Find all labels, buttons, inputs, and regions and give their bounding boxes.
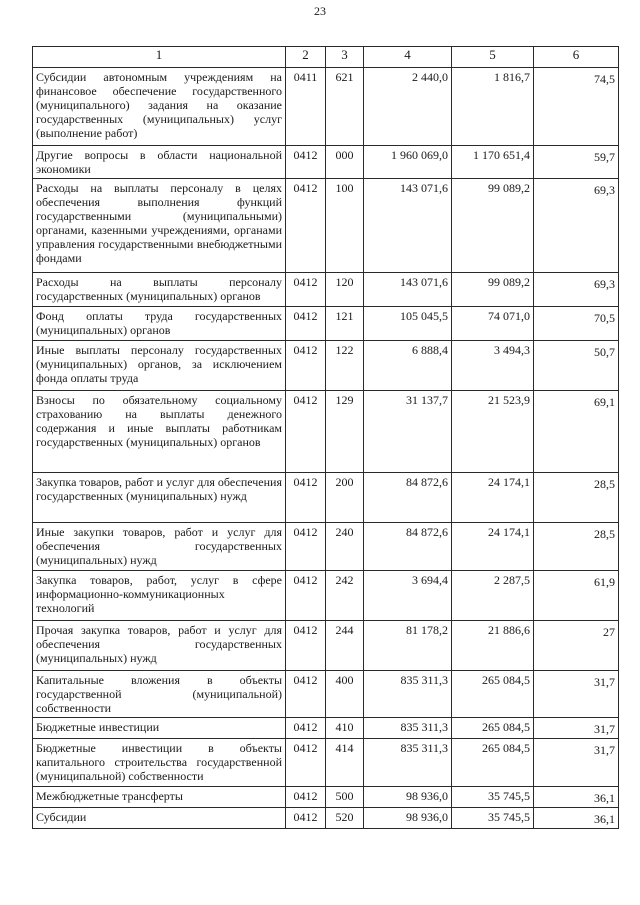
row-section-code: 0412 [286,718,326,739]
row-expense-kind-code: 520 [326,808,364,829]
row-plan-value: 98 936,0 [364,787,452,808]
row-percent-value: 31,7 [534,718,619,739]
row-expense-kind-code: 000 [326,146,364,179]
row-fact-value: 35 745,5 [452,808,534,829]
col-header-2: 2 [286,47,326,68]
row-expense-kind-code: 129 [326,391,364,473]
row-section-code: 0412 [286,341,326,391]
row-name-cell: Другие вопросы в области национальной экономики [33,146,286,179]
row-plan-value: 835 311,3 [364,718,452,739]
row-percent-value: 27 [534,621,619,671]
row-name-cell: Расходы на выплаты персоналу в целях обеспечения выполнения функций государственными (муниципальными) органами, казенными учреждениями, органами управления государственными внебюджетными фондами [33,179,286,273]
row-percent-value: 69,3 [534,273,619,307]
row-fact-value: 1 816,7 [452,68,534,146]
row-expense-kind-code: 242 [326,571,364,621]
table-row [33,523,619,571]
row-fact-value: 99 089,2 [452,273,534,307]
row-name-cell: Закупка товаров, работ и услуг для обеспечения государственных (муниципальных) нужд [33,473,286,523]
row-percent-value: 28,5 [534,473,619,523]
row-fact-value: 35 745,5 [452,787,534,808]
row-fact-value: 1 170 651,4 [452,146,534,179]
row-section-code: 0412 [286,671,326,718]
row-section-code: 0412 [286,391,326,473]
col-header-3: 3 [326,47,364,68]
row-name-cell: Капитальные вложения в объекты государственной (муниципальной) собственности [33,671,286,718]
row-fact-value: 3 494,3 [452,341,534,391]
row-expense-kind-code: 100 [326,179,364,273]
row-plan-value: 835 311,3 [364,739,452,787]
row-plan-value: 84 872,6 [364,523,452,571]
row-name-cell: Иные закупки товаров, работ и услуг для обеспечения государственных (муниципальных) нужд [33,523,286,571]
row-name-cell: Прочая закупка товаров, работ и услуг для обеспечения государственных (муниципальных) нужд [33,621,286,671]
row-fact-value: 2 287,5 [452,571,534,621]
row-percent-value: 69,1 [534,391,619,473]
row-expense-kind-code: 410 [326,718,364,739]
row-percent-value: 59,7 [534,146,619,179]
table-row [33,787,619,808]
table-row [33,179,619,273]
row-expense-kind-code: 244 [326,621,364,671]
row-section-code: 0412 [286,273,326,307]
table-row [33,146,619,179]
row-fact-value: 265 084,5 [452,739,534,787]
page-number: 23 [314,4,326,18]
row-fact-value: 24 174,1 [452,473,534,523]
row-plan-value: 84 872,6 [364,473,452,523]
table-row [33,68,619,146]
row-fact-value: 99 089,2 [452,179,534,273]
table-row [33,391,619,473]
row-plan-value: 3 694,4 [364,571,452,621]
row-expense-kind-code: 121 [326,307,364,341]
col-header-1: 1 [33,47,286,68]
row-name-cell: Взносы по обязательному социальному страхованию на выплаты денежного содержания и иные выплаты работникам государственных (муниципальных) органов [33,391,286,473]
table-row [33,739,619,787]
row-percent-value: 74,5 [534,68,619,146]
table-row [33,718,619,739]
row-expense-kind-code: 122 [326,341,364,391]
row-fact-value: 21 886,6 [452,621,534,671]
row-fact-value: 24 174,1 [452,523,534,571]
row-name-cell: Межбюджетные трансферты [33,787,286,808]
row-section-code: 0412 [286,179,326,273]
row-plan-value: 81 178,2 [364,621,452,671]
table-row [33,273,619,307]
row-fact-value: 21 523,9 [452,391,534,473]
row-name-cell: Бюджетные инвестиции в объекты капитального строительства государственной (муниципальной) собственности [33,739,286,787]
row-name-cell: Закупка товаров, работ, услуг в сфере информационно-коммуникационных технологий [33,571,286,621]
row-plan-value: 143 071,6 [364,179,452,273]
row-percent-value: 61,9 [534,571,619,621]
table-row [33,671,619,718]
row-name-cell: Расходы на выплаты персоналу государственных (муниципальных) органов [33,273,286,307]
row-section-code: 0412 [286,739,326,787]
row-fact-value: 74 071,0 [452,307,534,341]
table-row [33,571,619,621]
budget-table [32,46,619,829]
row-plan-value: 6 888,4 [364,341,452,391]
row-percent-value: 36,1 [534,808,619,829]
row-plan-value: 1 960 069,0 [364,146,452,179]
row-fact-value: 265 084,5 [452,718,534,739]
row-section-code: 0412 [286,621,326,671]
row-section-code: 0412 [286,523,326,571]
row-plan-value: 835 311,3 [364,671,452,718]
row-section-code: 0412 [286,307,326,341]
col-header-6: 6 [534,47,619,68]
row-plan-value: 143 071,6 [364,273,452,307]
row-expense-kind-code: 621 [326,68,364,146]
row-section-code: 0412 [286,571,326,621]
row-section-code: 0412 [286,146,326,179]
row-percent-value: 36,1 [534,787,619,808]
col-header-5: 5 [452,47,534,68]
row-expense-kind-code: 414 [326,739,364,787]
row-name-cell: Бюджетные инвестиции [33,718,286,739]
table-row [33,473,619,523]
table-row [33,341,619,391]
table-row [33,808,619,829]
row-section-code: 0412 [286,808,326,829]
row-percent-value: 31,7 [534,739,619,787]
row-fact-value: 265 084,5 [452,671,534,718]
table-row [33,621,619,671]
row-name-cell: Субсидии [33,808,286,829]
row-expense-kind-code: 200 [326,473,364,523]
row-percent-value: 31,7 [534,671,619,718]
row-plan-value: 31 137,7 [364,391,452,473]
row-plan-value: 98 936,0 [364,808,452,829]
row-percent-value: 69,3 [534,179,619,273]
header-row [33,47,619,68]
row-expense-kind-code: 400 [326,671,364,718]
row-name-cell: Субсидии автономным учреждениям на финансовое обеспечение государственного (муниципального) задания на оказание государственных (муниципальных) услуг (выполнение работ) [33,68,286,146]
row-plan-value: 2 440,0 [364,68,452,146]
row-percent-value: 50,7 [534,341,619,391]
col-header-4: 4 [364,47,452,68]
row-expense-kind-code: 120 [326,273,364,307]
row-name-cell: Иные выплаты персоналу государственных (муниципальных) органов, за исключением фонда оплаты труда [33,341,286,391]
row-expense-kind-code: 240 [326,523,364,571]
row-expense-kind-code: 500 [326,787,364,808]
row-section-code: 0412 [286,787,326,808]
row-section-code: 0411 [286,68,326,146]
row-percent-value: 70,5 [534,307,619,341]
row-section-code: 0412 [286,473,326,523]
row-name-cell: Фонд оплаты труда государственных (муниципальных) органов [33,307,286,341]
row-plan-value: 105 045,5 [364,307,452,341]
table-row [33,307,619,341]
row-percent-value: 28,5 [534,523,619,571]
